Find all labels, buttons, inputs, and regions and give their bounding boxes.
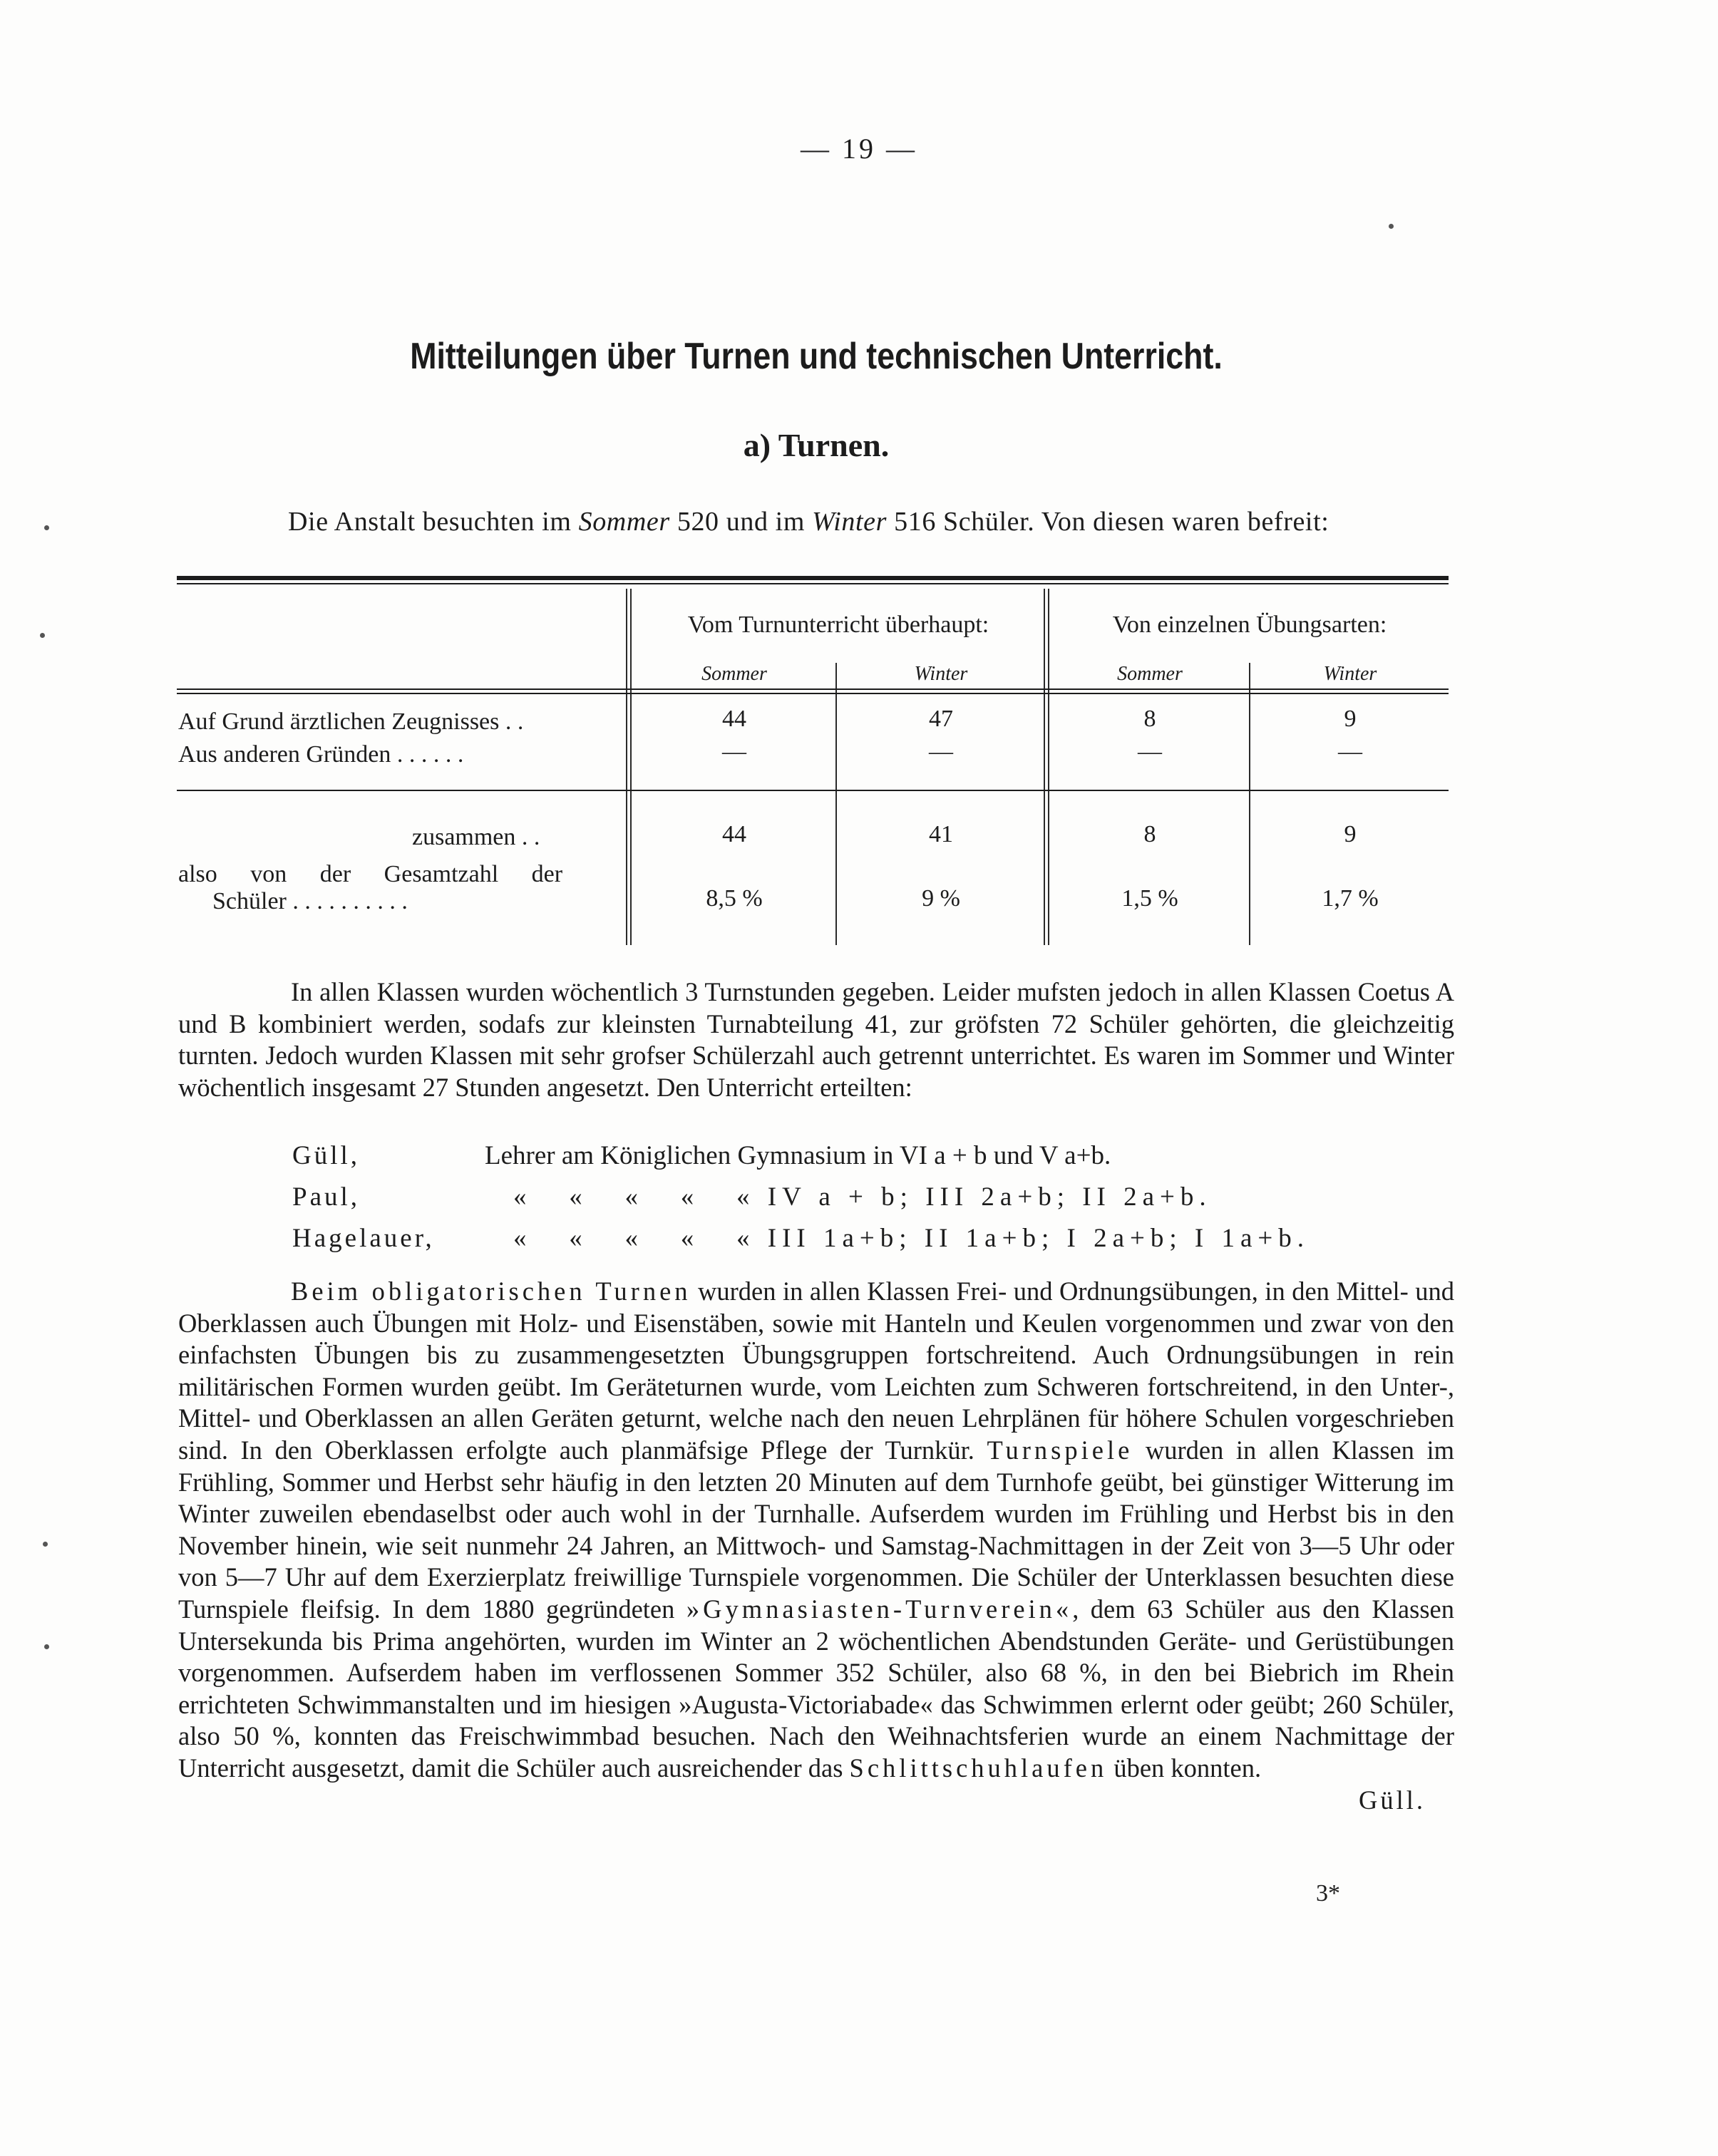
row-value: — bbox=[722, 738, 746, 765]
table-sum-rule bbox=[177, 790, 1449, 791]
table-vline bbox=[626, 589, 627, 945]
row-value: 1,7 % bbox=[1322, 885, 1379, 912]
teacher-text: Lehrer am Königlichen Gymnasium in VI a + b und V a+b. bbox=[485, 1141, 1111, 1170]
row-value: 47 bbox=[929, 706, 953, 732]
row-value: 9 bbox=[1344, 821, 1357, 847]
teacher-name: Güll, bbox=[292, 1141, 361, 1170]
table-vline bbox=[1044, 589, 1045, 945]
row-value: — bbox=[1338, 738, 1362, 765]
table-vline bbox=[630, 589, 632, 945]
teacher-list bbox=[292, 1140, 1433, 1264]
paragraph-1 bbox=[178, 976, 1454, 1103]
row-label-total: zusammen . . bbox=[412, 824, 540, 850]
margin-speck bbox=[1389, 224, 1394, 229]
table-vline bbox=[1048, 589, 1049, 945]
margin-speck bbox=[43, 1542, 48, 1547]
intro-mid: 520 und im bbox=[677, 507, 805, 537]
margin-speck bbox=[44, 1644, 49, 1649]
paragraph-1-text: In allen Klassen wurden wöchentlich 3 Turnstunden gegeben. Leider mufsten jedoch in allen Klassen Coetus A und B kombiniert werden, sodafs zur kleinsten Turnabteilung 41, zur gröfsten 72 Schüler gehörten, die gleichzeitig turnten. Jedoch wurden Klassen mit sehr grofser Schülerzahl auch getrennt unterrichtet. Es waren im Sommer und Winter wöchentlich insgesamt 27 Stunden angesetzt. Den Unterricht erteilten: bbox=[178, 977, 1454, 1102]
table-vline bbox=[1249, 663, 1250, 945]
row-value: 9 % bbox=[922, 885, 960, 912]
row-value: 41 bbox=[929, 821, 953, 847]
row-label: Auf Grund ärztlichen Zeugnisses . . bbox=[178, 708, 524, 735]
header-winter-1: Winter bbox=[914, 663, 968, 685]
signature: Güll. bbox=[1358, 1785, 1426, 1815]
teacher-name: Paul, bbox=[292, 1182, 361, 1212]
header-group-exercises: Von einzelnen Übungsarten: bbox=[1112, 612, 1387, 638]
para2-text2: wurden in allen Klassen im Frühling, Sommer und Herbst sehr häufig in den letzten 20 Minuten auf dem Turnhofe geübt, bei günstiger Witterung im Winter zuweilen ebendaselbst oder auch wohl in der Turnhalle. Aufserdem wurden im Frühling und Herbst bis in den November hinein, wie seit nunmehr 24 Jahren, an Mittwoch- und Samstag-Nachmittagen in der Zeit von 3—5 Uhr oder von 5—7 Uhr auf dem Exerzierplatz freiwillige Turnspiele vorgenommen. Die Schüler der Unterklassen besuchten diese Turnspiele fleifsig. In dem 1880 gegründeten bbox=[178, 1435, 1454, 1624]
section-subtitle: a) Turnen. bbox=[743, 427, 890, 463]
header-winter-2: Winter bbox=[1323, 663, 1377, 685]
paragraph-2 bbox=[178, 1276, 1454, 1816]
teacher-row bbox=[292, 1140, 1433, 1182]
sheet-signature-mark: 3* bbox=[1316, 1880, 1340, 1907]
row-value: 8 bbox=[1143, 821, 1156, 847]
para2-text4: üben konnten. bbox=[1107, 1753, 1262, 1783]
table-top-rule-thin bbox=[177, 583, 1449, 584]
intro-before: Die Anstalt besuchten im bbox=[288, 507, 572, 537]
intro-after: 516 Schüler. Von diesen waren befreit: bbox=[894, 507, 1329, 537]
intro-winter: Winter bbox=[812, 507, 888, 537]
row-value: 1,5 % bbox=[1121, 885, 1178, 912]
teacher-name: Hagelauer, bbox=[292, 1224, 435, 1253]
emph-turnverein: »Gymnasiasten-Turnverein« bbox=[686, 1594, 1073, 1624]
header-sommer-1: Sommer bbox=[701, 663, 767, 685]
row-value: — bbox=[929, 738, 953, 765]
row-label: Aus anderen Gründen . . . . . . bbox=[178, 741, 464, 768]
page-number: — 19 — bbox=[801, 133, 917, 165]
row-label-share-2: Schüler . . . . . . . . . . bbox=[212, 888, 408, 914]
paragraph-2-text bbox=[178, 1276, 1454, 1815]
header-group-overall: Vom Turnunterricht überhaupt: bbox=[687, 612, 989, 638]
table-top-rule bbox=[177, 576, 1449, 580]
table-header-rule bbox=[177, 693, 1449, 694]
row-value: — bbox=[1138, 738, 1162, 765]
table-header-rule bbox=[177, 688, 1449, 690]
page-title: Mitteilungen über Turnen und technischen Unterricht. bbox=[410, 336, 1223, 377]
row-value: 9 bbox=[1344, 706, 1357, 732]
table-vline bbox=[835, 663, 837, 945]
teacher-text: « « « « « III 1a+b; II 1a+b; I 2a+b; I 1a+b. bbox=[513, 1224, 1310, 1253]
row-value: 44 bbox=[722, 706, 746, 732]
teacher-row bbox=[292, 1223, 1433, 1264]
row-value: 8 bbox=[1143, 706, 1156, 732]
para2-text1: wurden in allen Klassen Frei- und Ordnungsübungen, in den Mittel- und Oberklassen auch Übungen mit Holz- und Eisenstäben, sowie mit Hanteln und Keulen vorgenommen und zwar von den einfachsten Übungen bis zu zusammengesetzten Übungsgruppen fortschreitend. Auch Ordnungsübungen in rein militärischen Formen wurden geübt. Im Geräteturnen wurde, vom Leichten zum Schweren fortschreitend, in den Unter-, Mittel- und Oberklassen an allen Geräten geturnt, welche nach den neuen Lehrplänen für höhere Schulen vorgeschrieben sind. In den Oberklassen erfolgte auch planmäfsige Pflege der Turnkür. bbox=[178, 1276, 1454, 1465]
margin-speck bbox=[44, 525, 49, 530]
margin-speck bbox=[40, 633, 45, 638]
emph-schlittschuh: Schlittschuhlaufen bbox=[849, 1753, 1108, 1783]
teacher-text: « « « « « IV a + b; III 2a+b; II 2a+b. bbox=[513, 1182, 1212, 1212]
emph-obligatorisch: Beim obligatorischen Turnen bbox=[291, 1276, 691, 1306]
row-label-share-1: also von der Gesamtzahl der bbox=[178, 861, 563, 887]
intro-sentence bbox=[288, 506, 1457, 537]
intro-sommer: Sommer bbox=[578, 507, 670, 537]
row-value: 44 bbox=[722, 821, 746, 847]
row-value: 8,5 % bbox=[706, 885, 763, 912]
exemption-table bbox=[177, 576, 1449, 947]
teacher-row bbox=[292, 1182, 1433, 1223]
emph-turnspiele: Turnspiele bbox=[987, 1435, 1133, 1465]
header-sommer-2: Sommer bbox=[1117, 663, 1183, 685]
para2-text3: , dem 63 Schüler aus den Klassen Untersekunda bis Prima angehörten, wurden im Winter an 2 wöchentlichen Abendstunden Geräte- und Gerüstübungen vorgenommen. Aufserdem haben im verflossenen Sommer 352 Schüler, also 68 %, in den bei Biebrich im Rhein errichteten Schwimmanstalten und im hiesigen »Augusta-Victoriabade« das Schwimmen erlernt oder geübt; 260 Schüler, also 50 %, konnten das Freischwimmbad besuchen. Nach den Weihnachtsferien wurde an einem Nachmittage der Unterricht ausgesetzt, damit die Schüler auch ausreichender das bbox=[178, 1594, 1454, 1783]
